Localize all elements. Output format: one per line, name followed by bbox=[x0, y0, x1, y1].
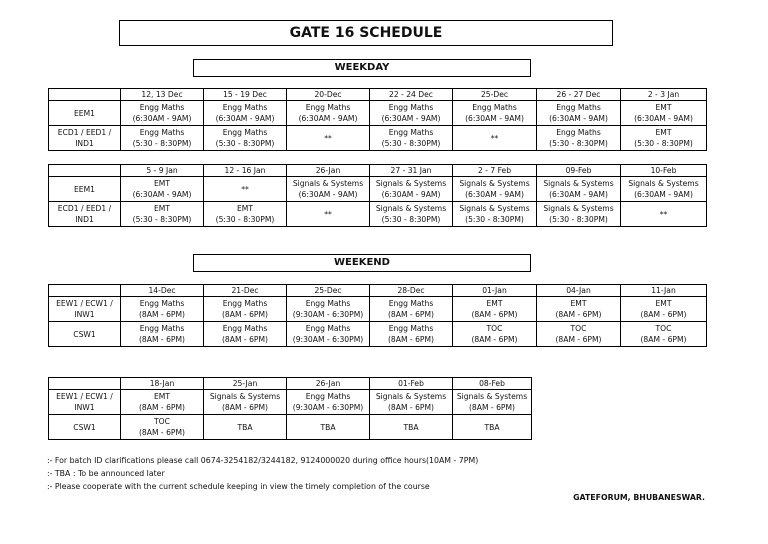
schedule-cell bbox=[537, 297, 621, 322]
date-header-cell: 04-Jan bbox=[537, 285, 621, 297]
cell-primary-text: ECD1 / EED1 / bbox=[57, 128, 112, 137]
cell-secondary-text: (5:30 - 8:30PM) bbox=[465, 215, 524, 224]
schedule-cell bbox=[453, 101, 537, 126]
header-corner-cell bbox=[49, 165, 121, 177]
schedule-cell bbox=[204, 202, 287, 227]
schedule-cell bbox=[204, 390, 287, 415]
cell-primary-text: TOC bbox=[486, 324, 503, 333]
cell-secondary-text: (6:30AM - 9AM) bbox=[634, 190, 693, 199]
schedule-cell bbox=[287, 415, 370, 440]
cell-primary-text: EEW1 / ECW1 / bbox=[56, 392, 113, 401]
date-header-cell: 28-Dec bbox=[370, 285, 453, 297]
cell-secondary-text: (6:30AM - 9AM) bbox=[215, 114, 275, 123]
cell-primary-text: EMT bbox=[486, 299, 503, 308]
schedule-cell bbox=[370, 101, 453, 126]
cell-primary-text: Engg Maths bbox=[388, 299, 434, 308]
cell-secondary-text: (8AM - 6PM) bbox=[387, 310, 435, 319]
schedule-cell bbox=[370, 202, 453, 227]
table-header-row bbox=[49, 285, 707, 297]
cell-secondary-text: (5:30 - 8:30PM) bbox=[549, 139, 608, 148]
schedule-cell bbox=[453, 126, 537, 151]
cell-primary-text: Engg Maths bbox=[222, 128, 268, 137]
schedule-cell bbox=[287, 390, 370, 415]
cell-primary-text: TBA bbox=[320, 422, 336, 432]
batch-label-cell bbox=[49, 415, 121, 440]
schedule-cell bbox=[121, 415, 204, 440]
cell-primary-text: ** bbox=[241, 184, 249, 194]
weekend-table-1 bbox=[48, 284, 707, 347]
cell-secondary-text: (8AM - 6PM) bbox=[387, 335, 435, 344]
cell-primary-text: Signals & Systems bbox=[375, 204, 447, 213]
cell-primary-text: Engg Maths bbox=[556, 103, 601, 112]
cell-primary-text: EMT bbox=[570, 299, 587, 308]
schedule-cell bbox=[121, 101, 204, 126]
cell-secondary-text: (6:30AM - 9AM) bbox=[132, 114, 192, 123]
cell-secondary-text: (9:30AM - 6:30PM) bbox=[292, 310, 364, 319]
schedule-cell bbox=[121, 322, 204, 347]
note-line: :- TBA : To be announced later bbox=[47, 469, 165, 478]
cell-primary-text: Engg Maths bbox=[305, 299, 351, 308]
schedule-cell bbox=[204, 101, 287, 126]
schedule-cell bbox=[287, 126, 370, 151]
cell-primary-text: Engg Maths bbox=[556, 128, 601, 137]
cell-secondary-text: (6:30AM - 9AM) bbox=[298, 114, 358, 123]
cell-primary-text: ** bbox=[324, 209, 332, 219]
header-corner-cell bbox=[49, 89, 121, 101]
date-header-cell: 20-Dec bbox=[287, 89, 370, 101]
weekend-section-label: WEEKEND bbox=[193, 254, 531, 272]
cell-primary-text: ECD1 / EED1 / bbox=[57, 204, 112, 213]
date-header-cell: 09-Feb bbox=[537, 165, 621, 177]
cell-primary-text: EEM1 bbox=[74, 108, 95, 118]
cell-primary-text: Engg Maths bbox=[222, 299, 268, 308]
date-header-cell: 11-Jan bbox=[621, 285, 707, 297]
schedule-cell bbox=[287, 202, 370, 227]
batch-label-cell bbox=[49, 101, 121, 126]
date-header-cell: 26-Jan bbox=[287, 378, 370, 390]
cell-primary-text: TOC bbox=[655, 324, 672, 333]
cell-primary-text: Engg Maths bbox=[472, 103, 517, 112]
schedule-cell bbox=[453, 322, 537, 347]
cell-primary-text: Signals & Systems bbox=[459, 204, 530, 213]
cell-primary-text: CSW1 bbox=[73, 329, 96, 339]
date-header-cell: 18-Jan bbox=[121, 378, 204, 390]
schedule-cell bbox=[287, 297, 370, 322]
cell-primary-text: Engg Maths bbox=[139, 103, 185, 112]
cell-primary-text: EMT bbox=[154, 392, 170, 401]
cell-secondary-text: (8AM - 6PM) bbox=[138, 310, 186, 319]
table-row bbox=[49, 202, 707, 227]
cell-primary-text: Signals & Systems bbox=[292, 179, 364, 188]
cell-secondary-text: (6:30AM - 9AM) bbox=[298, 190, 358, 199]
cell-primary-text: TBA bbox=[484, 422, 500, 432]
schedule-cell bbox=[621, 177, 707, 202]
schedule-cell bbox=[121, 126, 204, 151]
cell-primary-text: Engg Maths bbox=[388, 324, 434, 333]
cell-primary-text: Engg Maths bbox=[305, 392, 351, 401]
table-header-row bbox=[49, 165, 707, 177]
date-header-cell: 2 - 3 Jan bbox=[621, 89, 707, 101]
schedule-cell bbox=[453, 202, 537, 227]
schedule-cell bbox=[370, 415, 453, 440]
cell-primary-text: Engg Maths bbox=[139, 324, 185, 333]
table-row bbox=[49, 322, 707, 347]
schedule-cell bbox=[204, 415, 287, 440]
cell-primary-text: EMT bbox=[237, 204, 253, 213]
date-header-cell: 27 - 31 Jan bbox=[370, 165, 453, 177]
cell-secondary-text: (5:30 - 8:30PM) bbox=[381, 139, 441, 148]
schedule-title: GATE 16 SCHEDULE bbox=[119, 20, 613, 46]
date-header-cell: 15 - 19 Dec bbox=[204, 89, 287, 101]
cell-primary-text: Signals & Systems bbox=[459, 179, 530, 188]
schedule-cell bbox=[204, 177, 287, 202]
schedule-cell bbox=[453, 177, 537, 202]
cell-primary-text: TBA bbox=[237, 422, 253, 432]
batch-label-cell bbox=[49, 126, 121, 151]
weekday-section-label: WEEKDAY bbox=[193, 59, 531, 77]
cell-primary-text: EMT bbox=[655, 299, 672, 308]
batch-label-cell bbox=[49, 390, 121, 415]
schedule-cell bbox=[621, 126, 707, 151]
cell-secondary-text: (8AM - 6PM) bbox=[555, 310, 602, 319]
schedule-cell bbox=[370, 297, 453, 322]
schedule-cell bbox=[204, 322, 287, 347]
cell-primary-text: Engg Maths bbox=[222, 103, 268, 112]
date-header-cell: 25-Dec bbox=[453, 89, 537, 101]
cell-secondary-text: (8AM - 6PM) bbox=[471, 310, 518, 319]
cell-secondary-text: (8AM - 6PM) bbox=[138, 403, 186, 412]
date-header-cell: 08-Feb bbox=[453, 378, 532, 390]
cell-secondary-text: (6:30AM - 9AM) bbox=[465, 114, 524, 123]
schedule-cell bbox=[537, 126, 621, 151]
cell-primary-text: TBA bbox=[403, 422, 419, 432]
cell-secondary-text: (8AM - 6PM) bbox=[221, 310, 269, 319]
schedule-cell bbox=[287, 177, 370, 202]
cell-secondary-text: (6:30AM - 9AM) bbox=[634, 114, 693, 123]
batch-label-cell bbox=[49, 297, 121, 322]
cell-primary-text: Signals & Systems bbox=[543, 204, 614, 213]
header-corner-cell bbox=[49, 285, 121, 297]
batch-label-cell bbox=[49, 322, 121, 347]
cell-secondary-text: (8AM - 6PM) bbox=[138, 335, 186, 344]
cell-primary-text: EMT bbox=[655, 103, 672, 112]
note-line: :- Please cooperate with the current schedule keeping in view the timely completion of the course bbox=[47, 482, 430, 491]
cell-primary-text: TOC bbox=[154, 417, 170, 426]
cell-secondary-text: (5:30 - 8:30PM) bbox=[381, 215, 441, 224]
cell-primary-text: Signals & Systems bbox=[543, 179, 614, 188]
table-header-row bbox=[49, 378, 532, 390]
notes-block bbox=[47, 454, 478, 493]
weekday-table-1 bbox=[48, 88, 707, 151]
date-header-cell: 22 - 24 Dec bbox=[370, 89, 453, 101]
cell-secondary-text: (6:30AM - 9AM) bbox=[132, 190, 192, 199]
cell-primary-text: EMT bbox=[154, 179, 170, 188]
batch-label-cell bbox=[49, 202, 121, 227]
cell-primary-text: EEW1 / ECW1 / bbox=[56, 299, 113, 308]
cell-secondary-text: (6:30AM - 9AM) bbox=[465, 190, 524, 199]
cell-secondary-text: (8AM - 6PM) bbox=[471, 335, 518, 344]
cell-primary-text: Signals & Systems bbox=[456, 392, 528, 401]
schedule-cell bbox=[537, 202, 621, 227]
header-corner-cell bbox=[49, 378, 121, 390]
cell-secondary-text: (9:30AM - 6:30PM) bbox=[292, 403, 364, 412]
schedule-cell bbox=[204, 297, 287, 322]
cell-secondary-text: (8AM - 6PM) bbox=[640, 335, 687, 344]
schedule-cell bbox=[121, 202, 204, 227]
date-header-cell: 14-Dec bbox=[121, 285, 204, 297]
batch-label-cell bbox=[49, 177, 121, 202]
cell-primary-text: TOC bbox=[570, 324, 587, 333]
cell-primary-text: Engg Maths bbox=[388, 128, 434, 137]
cell-secondary-text: (6:30AM - 9AM) bbox=[549, 190, 608, 199]
schedule-cell bbox=[537, 177, 621, 202]
schedule-cell bbox=[621, 322, 707, 347]
table-row bbox=[49, 177, 707, 202]
table-row bbox=[49, 415, 532, 440]
date-header-cell: 01-Jan bbox=[453, 285, 537, 297]
date-header-cell: 25-Jan bbox=[204, 378, 287, 390]
cell-secondary-text: (6:30AM - 9AM) bbox=[381, 190, 441, 199]
date-header-cell: 01-Feb bbox=[370, 378, 453, 390]
schedule-cell bbox=[537, 101, 621, 126]
cell-primary-text: ** bbox=[659, 209, 668, 219]
cell-primary-text: CSW1 bbox=[73, 422, 96, 432]
schedule-cell bbox=[621, 101, 707, 126]
cell-secondary-text: IND1 bbox=[75, 139, 94, 148]
cell-primary-text: Signals & Systems bbox=[628, 179, 699, 188]
cell-primary-text: Engg Maths bbox=[305, 103, 351, 112]
schedule-cell bbox=[370, 390, 453, 415]
schedule-cell bbox=[370, 322, 453, 347]
cell-primary-text: Signals & Systems bbox=[209, 392, 281, 401]
cell-secondary-text: (5:30 - 8:30PM) bbox=[549, 215, 608, 224]
cell-secondary-text: (8AM - 6PM) bbox=[640, 310, 687, 319]
schedule-cell bbox=[537, 322, 621, 347]
table-header-row bbox=[49, 89, 707, 101]
cell-secondary-text: (5:30 - 8:30PM) bbox=[634, 139, 693, 148]
cell-secondary-text: (5:30 - 8:30PM) bbox=[215, 139, 275, 148]
schedule-cell bbox=[621, 202, 707, 227]
cell-secondary-text: (8AM - 6PM) bbox=[468, 403, 516, 412]
cell-secondary-text: INW1 bbox=[74, 403, 95, 412]
cell-secondary-text: (8AM - 6PM) bbox=[221, 403, 269, 412]
cell-secondary-text: (5:30 - 8:30PM) bbox=[215, 215, 275, 224]
schedule-cell bbox=[453, 415, 532, 440]
weekend-table-2 bbox=[48, 377, 532, 440]
schedule-cell bbox=[121, 390, 204, 415]
cell-primary-text: ** bbox=[324, 133, 332, 143]
date-header-cell: 12, 13 Dec bbox=[121, 89, 204, 101]
cell-primary-text: Engg Maths bbox=[305, 324, 351, 333]
cell-secondary-text: (5:30 - 8:30PM) bbox=[132, 215, 192, 224]
cell-secondary-text: (9:30AM - 6:30PM) bbox=[292, 335, 364, 344]
cell-primary-text: EMT bbox=[154, 204, 170, 213]
cell-secondary-text: (6:30AM - 9AM) bbox=[381, 114, 441, 123]
cell-primary-text: EMT bbox=[655, 128, 672, 137]
table-row bbox=[49, 126, 707, 151]
schedule-cell bbox=[121, 297, 204, 322]
cell-primary-text: EEM1 bbox=[74, 184, 95, 194]
footer-signature: GATEFORUM, BHUBANESWAR. bbox=[573, 493, 705, 502]
schedule-cell bbox=[453, 390, 532, 415]
cell-secondary-text: IND1 bbox=[75, 215, 94, 224]
weekday-table-2 bbox=[48, 164, 707, 227]
date-header-cell: 10-Feb bbox=[621, 165, 707, 177]
cell-secondary-text: (8AM - 6PM) bbox=[138, 428, 186, 437]
schedule-cell bbox=[204, 126, 287, 151]
date-header-cell: 26-Jan bbox=[287, 165, 370, 177]
cell-secondary-text: (8AM - 6PM) bbox=[555, 335, 602, 344]
cell-primary-text: Engg Maths bbox=[388, 103, 434, 112]
cell-primary-text: Signals & Systems bbox=[375, 179, 447, 188]
schedule-cell bbox=[370, 177, 453, 202]
date-header-cell: 2 - 7 Feb bbox=[453, 165, 537, 177]
schedule-cell bbox=[287, 322, 370, 347]
schedule-cell bbox=[453, 297, 537, 322]
table-row bbox=[49, 297, 707, 322]
date-header-cell: 5 - 9 Jan bbox=[121, 165, 204, 177]
cell-primary-text: Signals & Systems bbox=[375, 392, 447, 401]
cell-secondary-text: INW1 bbox=[74, 310, 95, 319]
date-header-cell: 25-Dec bbox=[287, 285, 370, 297]
cell-secondary-text: (8AM - 6PM) bbox=[221, 335, 269, 344]
note-line: :- For batch ID clarifications please call 0674-3254182/3244182, 9124000020 during office hours(10AM - 7PM) bbox=[47, 456, 479, 465]
cell-secondary-text: (6:30AM - 9AM) bbox=[549, 114, 608, 123]
date-header-cell: 26 - 27 Dec bbox=[537, 89, 621, 101]
cell-primary-text: Engg Maths bbox=[222, 324, 268, 333]
cell-secondary-text: (8AM - 6PM) bbox=[387, 403, 435, 412]
date-header-cell: 12 - 16 Jan bbox=[204, 165, 287, 177]
schedule-cell bbox=[121, 177, 204, 202]
table-row bbox=[49, 101, 707, 126]
cell-primary-text: Engg Maths bbox=[139, 299, 185, 308]
cell-primary-text: ** bbox=[490, 133, 499, 143]
table-row bbox=[49, 390, 532, 415]
schedule-cell bbox=[370, 126, 453, 151]
schedule-cell bbox=[621, 297, 707, 322]
cell-secondary-text: (5:30 - 8:30PM) bbox=[132, 139, 192, 148]
cell-primary-text: Engg Maths bbox=[139, 128, 185, 137]
schedule-cell bbox=[287, 101, 370, 126]
date-header-cell: 21-Dec bbox=[204, 285, 287, 297]
